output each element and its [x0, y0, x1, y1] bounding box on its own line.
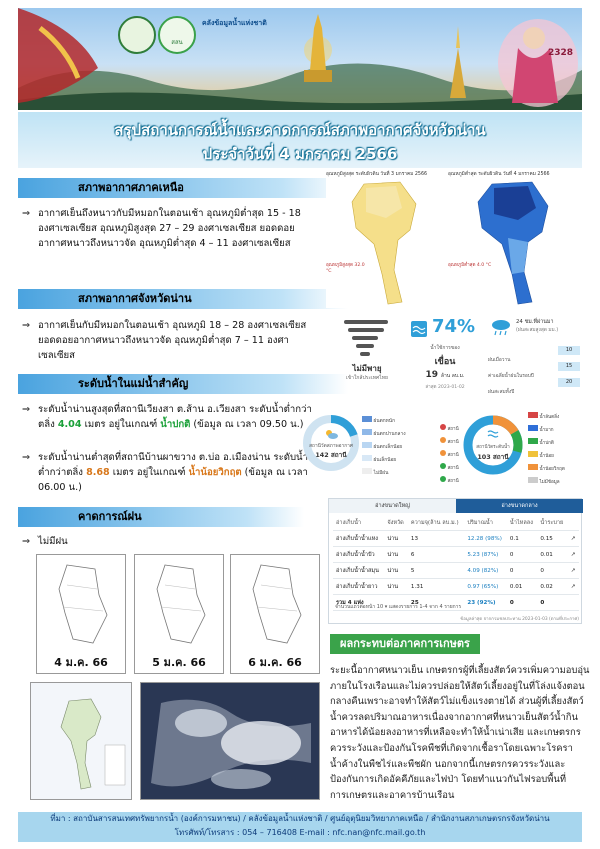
min-temp-note: อุณหภูมิต่ำสุด 4.0 °C — [448, 263, 492, 268]
storm-sub: เข้าใกล้ประเทศไทย — [346, 375, 388, 381]
cell-volume: 12.28 (98%) — [464, 531, 507, 547]
reservoir-table-panel — [328, 498, 582, 624]
max-temp-note: อุณหภูมิสูงสุด 32.0 °C — [326, 263, 365, 274]
column-header[interactable]: ความจุ(ล้าน ลบ.ม.) — [408, 515, 464, 531]
page-date: ประจำวันที่ 4 มกราคม 2566 — [202, 145, 398, 163]
river-item-highest-body — [38, 402, 312, 432]
tab-large-reservoir[interactable]: อ่างขนาดใหญ่ — [329, 499, 456, 513]
legend-station-word: สถานี — [447, 440, 459, 445]
thailand-rain-map — [30, 682, 132, 800]
agri-impact-heading: ผลกระทบต่อภาคการเกษตร — [330, 634, 480, 654]
min-temp-thailand-map — [448, 178, 578, 306]
legend-item — [528, 451, 582, 464]
legend-label: ไม่มีฝน — [373, 471, 389, 476]
water-station-label: สถานีวัดระดับน้ำ — [476, 445, 510, 450]
legend-item — [362, 429, 438, 442]
arrow-icon: ⇒ — [22, 208, 31, 219]
river-lowest-unit: เมตร อยู่ในเกณฑ์ — [112, 467, 186, 478]
rain-map-day2 — [134, 554, 224, 674]
water-station-count: 103 สถานี — [477, 453, 509, 461]
arrow-icon: ⇒ — [22, 536, 31, 547]
rain-stat-row — [488, 378, 580, 394]
rain-map-day1 — [36, 554, 126, 674]
storm-status: ไม่มีพายุ — [352, 364, 382, 373]
legend-label: น้ำมาก — [539, 428, 554, 433]
water-level-icon — [410, 320, 428, 338]
arrow-icon: ⇒ — [22, 320, 31, 331]
cell-inflow: 0.01 — [507, 579, 537, 595]
legend-item — [362, 416, 438, 429]
cell-reservoir: อ่างเก็บน้ำน้ำแหง — [333, 531, 384, 547]
legend-item — [528, 477, 582, 490]
column-header[interactable]: น้ำระบาย — [537, 515, 567, 531]
min-temp-map-title: อุณหภูมิต่ำสุด ระดับผิวดิน วันที่ 4 มกราคม 2566 — [448, 172, 550, 177]
cell-capacity: 6 — [408, 547, 464, 563]
table-row — [333, 547, 579, 563]
table-row — [333, 563, 579, 579]
dam-label: น้ำใช้การของ — [430, 345, 460, 351]
tab-medium-reservoir[interactable]: อ่างขนาดกลาง — [456, 499, 583, 513]
organization-logo-2 — [158, 16, 196, 54]
cell-capacity: 13 — [408, 531, 464, 547]
rain-24h-card — [488, 316, 580, 400]
river-item-highest — [22, 402, 312, 450]
empty-cell — [568, 595, 579, 611]
rain-forecast-text — [22, 534, 142, 550]
max-temp-map-title: อุณหภูมิสูงสุด ระดับผิวดิน วันที่ 3 มกราคม 2566 — [326, 172, 428, 177]
cell-province: น่าน — [384, 531, 408, 547]
legend-label: ฝนตกเล็กน้อย — [373, 445, 403, 450]
rain-24h-label: 24 ชม.ที่ผ่านมา — [516, 319, 554, 325]
water-station-donut — [460, 412, 526, 492]
footer — [18, 812, 582, 842]
reservoir-table — [333, 515, 579, 611]
page-title: สรุปสถานการณ์น้ำและคาดการณ์สภาพอากาศจังหวัดน่าน — [114, 121, 486, 139]
legend-label: น้ำปกติ — [539, 441, 554, 446]
cell-province: น่าน — [384, 579, 408, 595]
river-lowest-value: 8.68 — [86, 467, 110, 478]
legend-label: ฝนตกปานกลาง — [373, 432, 406, 437]
cell-inflow: 0.1 — [507, 531, 537, 547]
north-weather-heading: สภาพอากาศภาคเหนือ — [18, 178, 348, 198]
footer-source: ที่มา : สถาบันสารสนเทศทรัพยากรน้ำ (องค์การมหาชน) / คลังข้อมูลน้ำแห่งชาติ / ศูนย์อุตุนิยมวิทยาภาคเหนือ / สำนักงานสภาเกษตรกรจังหวัดน่าน — [50, 814, 550, 823]
satellite-cloud-image — [141, 683, 319, 799]
cell-reservoir: อ่างเก็บน้ำน้ำยาว — [333, 579, 384, 595]
river-level-heading: ระดับน้ำในแม่น้ำสำคัญ — [18, 374, 348, 394]
legend-label: น้ำล้นตลิ่ง — [539, 415, 560, 420]
legend-item — [528, 425, 582, 438]
legend-station-word: สถานี — [447, 466, 459, 471]
province-outline-icon — [231, 555, 319, 655]
river-lowest-desc: ระดับน้ำน่านต่ำสุดที่สถานีบ้านผาขวาง ต.บ่อ อ.เมืองน่าน ระดับน้ำต่ำกว่าตลิ่ง — [38, 452, 308, 478]
cell-capacity: 1.31 — [408, 579, 464, 595]
cell-volume: 0.97 (65%) — [464, 579, 507, 595]
cell-volume: 5.23 (87%) — [464, 547, 507, 563]
rain-stat-row — [488, 362, 580, 378]
thailand-map-icon — [31, 683, 131, 799]
rain-legend — [362, 416, 438, 496]
cell-inflow: 0 — [507, 595, 537, 611]
legend-item — [528, 464, 582, 477]
province-weather-text — [22, 318, 312, 364]
rain-forecast-heading: คาดการณ์ฝน — [18, 507, 304, 527]
rain-stat-value: 15 — [558, 362, 580, 371]
river-highest-unit: เมตร อยู่ในเกณฑ์ — [84, 419, 158, 430]
table-source: ข้อมูลล่าสุด จากกรมชลประทาน 2023-01-03 (ตามที่ประกาศ) — [460, 617, 579, 622]
river-highest-value: 4.04 — [57, 419, 82, 430]
cell-outflow: 0.15 — [537, 531, 567, 547]
province-outline-icon — [37, 555, 125, 655]
legend-label: ฝนเล็กน้อย — [373, 458, 397, 463]
table-header-row — [333, 515, 579, 531]
chart-icon[interactable]: ↗ — [568, 547, 579, 563]
legend-station-word: สถานี — [447, 453, 459, 458]
province-outline-icon — [135, 555, 223, 655]
chart-icon[interactable]: ↗ — [568, 579, 579, 595]
province-weather-heading: สภาพอากาศจังหวัดน่าน — [18, 289, 348, 309]
title-band — [18, 112, 582, 168]
cell-outflow: 0 — [537, 563, 567, 579]
logo-2-text: สสน — [171, 39, 183, 46]
rain-stat-value: 20 — [558, 378, 580, 387]
rain-map-day3-label: 6 ม.ค. 66 — [248, 656, 302, 669]
banner-scenery — [18, 8, 582, 110]
max-temp-map — [326, 170, 442, 308]
cell-outflow: 0 — [537, 595, 567, 611]
dam-date: ล่าสุด 2023-01-02 — [425, 385, 465, 390]
agri-impact-text: ระยะนี้อากาศหนาวเย็น เกษตรกรผู้ที่เลี้ยงสัตว์ควรเพิ่มความอบอุ่นภายในโรงเรือนและไม่ควรปล่อยให้สัตว์เลี้ยงอยู่ในที่โล่งแจ้งตอนกลางคืนเพราะอาจทำให้สัตว์ไม่แข็งแรงตายได้ ส่วนผู้ที่เลี้ยงสัตว์น้ำควรลดปริมาณอาหารเนื่องจากอากาศที่หนาวเย็นสัตว์น้ำกินอาหารได้น้อยลงอาหารที่เหลือจะทำให้น้ำเน่าเสีย และเกษตรกรควรระวังและป้องกันโรคพืชที่เกิดจากเชื้อราโดยเฉพาะโรคราน้ำค้างในพืชไร่และพืชผัก นอกจากนี้เกษตรกรควรระวังและป้องกันการเกิดอัคคีภัยและไฟป่า โดยทำแนวกันไฟรอบพื้นที่การเกษตรและอาคารบ้านเรือน — [330, 665, 590, 801]
rain-stat-row — [488, 346, 580, 362]
column-header — [568, 515, 579, 531]
cell-outflow: 0.02 — [537, 579, 567, 595]
organization-logo-1 — [118, 16, 156, 54]
river-highest-desc: ระดับน้ำน่านสูงสุดที่สถานีเวียงสา ต.ส้าน อ.เวียงสา ระดับน้ำต่ำกว่าตลิ่ง — [38, 404, 312, 430]
river-item-lowest — [22, 450, 312, 498]
cell-reservoir: อ่างเก็บน้ำน้ำสมุน — [333, 563, 384, 579]
table-row — [333, 531, 579, 547]
legend-item — [362, 468, 438, 481]
rain-cloud-icon — [490, 318, 512, 336]
column-header[interactable]: ปริมาณน้ำ — [464, 515, 507, 531]
legend-label: ไม่มีข้อมูล — [539, 480, 560, 485]
chart-icon[interactable]: ↗ — [568, 563, 579, 579]
weather-station-label: สถานีวัดสภาพอากาศ — [309, 444, 353, 449]
chart-icon[interactable]: ↗ — [568, 531, 579, 547]
rain-stat-label: ฝนเมื่อวาน — [488, 358, 511, 363]
cell-province: น่าน — [384, 563, 408, 579]
min-temp-map — [448, 170, 578, 308]
dam-volume-line — [406, 370, 484, 380]
arrow-icon: ⇒ — [22, 404, 31, 415]
river-lowest-note: (ข้อมูล ณ เวลา 06.00 น.) — [38, 467, 308, 493]
cell-province: น่าน — [384, 547, 408, 563]
rain-map-day2-label: 5 ม.ค. 66 — [152, 656, 206, 669]
cell-volume: 4.09 (82%) — [464, 563, 507, 579]
rain-stat-label: ฝนสะสมทั้งปี — [488, 390, 515, 395]
water-level-legend — [528, 412, 582, 496]
storm-card — [330, 316, 404, 388]
cell-inflow: 0 — [507, 563, 537, 579]
cell-volume: 23 (92%) — [464, 595, 507, 611]
province-weather-body: อากาศเย็นกับมีหมอกในตอนเช้า อุณหภูมิ 18 – 28 องศาเซลเซียส ยอดดอยอากาศหนาวถึงหนาวจัด อุณหภูมิต่ำสุด 7 – 11 องศาเซลเซียส — [38, 320, 307, 361]
north-weather-body: อากาศเย็นถึงหนาวกับมีหมอกในตอนเช้า อุณหภูมิต่ำสุด 15 - 18 องศาเซลเซียส อุณหภูมิสูงสุด 27 – 29 องศาเซลเซียส ยอดดอยอากาศหนาวถึงหนาวจัด อุณหภูมิต่ำสุด 4 – 11 องศาเซลเซียส — [38, 208, 301, 249]
dam-card — [406, 316, 484, 400]
river-highest-status: น้ำปกติ — [160, 419, 191, 430]
sun-cloud-icon — [324, 428, 338, 440]
legend-station-word: สถานี — [447, 479, 459, 484]
footer-contact: โทรศัพท์/โทรสาร : 054 – 716408 E-mail : nfc.nan@nfc.mail.go.th — [174, 828, 426, 837]
organization-logo-3 — [202, 18, 282, 50]
cell-reservoir: อ่างเก็บน้ำน้ำปัว — [333, 547, 384, 563]
cell-inflow: 0 — [507, 547, 537, 563]
column-header[interactable]: น้ำไหลลง — [507, 515, 537, 531]
north-weather-text — [22, 206, 312, 270]
dam-percent: 74% — [432, 316, 476, 337]
legend-label: น้ำน้อย — [539, 454, 554, 459]
legend-item — [362, 442, 438, 455]
river-highest-note: (ข้อมูล ณ เวลา 09.50 น.) — [193, 419, 304, 430]
column-header[interactable]: อ่างเก็บน้ำ — [333, 515, 384, 531]
rain-map-day1-label: 4 ม.ค. 66 — [54, 656, 108, 669]
legend-station-word: สถานี — [447, 427, 459, 432]
legend-label: ฝนตกหนัก — [373, 419, 395, 424]
water-wave-icon — [487, 429, 499, 439]
legend-label: น้ำน้อยวิกฤต — [539, 467, 565, 472]
weather-station-count: 142 สถานี — [315, 451, 347, 459]
dam-volume-unit: ล้าน ลบ.ม. — [440, 373, 465, 379]
cell-capacity: 5 — [408, 563, 464, 579]
rain-map-day3 — [230, 554, 320, 674]
cell-outflow: 0.01 — [537, 547, 567, 563]
arrow-icon: ⇒ — [22, 452, 31, 463]
rain-stat-label: ค่าเฉลี่ยน้ำฝนในรอบปี — [488, 374, 534, 379]
dam-name: เขื่อน — [434, 357, 456, 367]
legend-item — [362, 455, 438, 468]
dam-volume: 19 — [425, 370, 439, 380]
tornado-icon — [344, 318, 388, 358]
year-badge: 2328 — [548, 48, 574, 58]
river-item-lowest-body — [38, 450, 312, 495]
legend-item — [528, 412, 582, 425]
max-temp-thailand-map — [326, 178, 442, 306]
rain-stat-list — [488, 346, 580, 394]
river-lowest-status: น้ำน้อยวิกฤต — [188, 467, 242, 478]
weather-station-donut — [300, 412, 362, 490]
logo-3-text: คลังข้อมูลน้ำแห่งชาติ — [202, 19, 267, 27]
legend-item — [528, 438, 582, 451]
rain-stat-value: 10 — [558, 346, 580, 355]
cell-total-label: รวม 4 แห่ง — [333, 595, 384, 611]
rain-24h-sub: (ฝนสะสมสูงสุด มม.) — [516, 328, 559, 333]
satellite-image — [140, 682, 320, 800]
header-banner — [18, 8, 582, 110]
table-pagination[interactable]: จำนวนแถวต่อหน้า 10 ▾ แสดงรายการ 1-4 จาก 4 รายการ — [335, 604, 462, 610]
cell-capacity: 25 — [408, 595, 464, 611]
rain-forecast-body: ไม่มีฝน — [38, 536, 68, 547]
table-row — [333, 579, 579, 595]
column-header[interactable]: จังหวัด — [384, 515, 408, 531]
